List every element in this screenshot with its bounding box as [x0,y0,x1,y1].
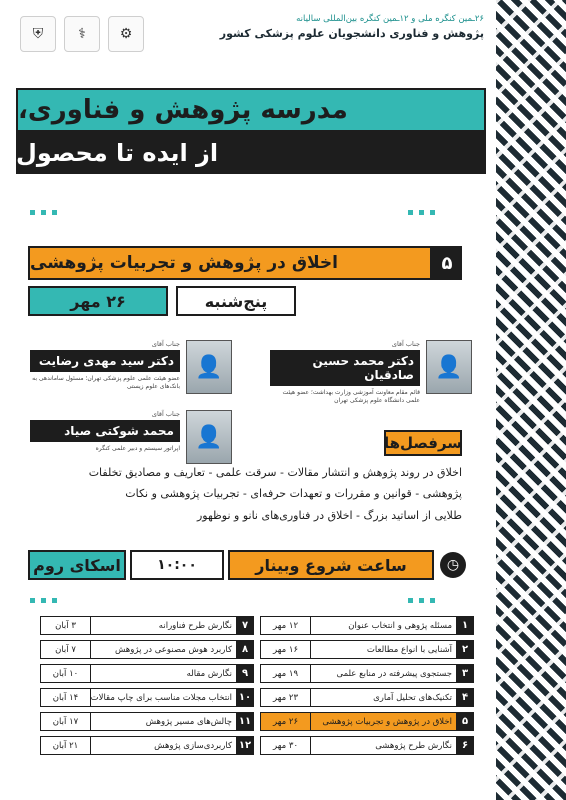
speaker-name: محمد شوکتی صیاد [30,420,180,442]
schedule-row [40,616,254,635]
schedule-number: ۶ [456,736,474,755]
schedule-row [260,616,474,635]
schedule-number: ۲ [456,640,474,659]
headline-line: اخلاق در روند پژوهش و انتشار مقالات - سرقت علمی - تعاریف و مصادیق تخلفات [88,466,462,479]
schedule-left [40,616,254,755]
schedule-row [40,664,254,683]
speaker-desc: اپراتور سیستم و دبیر علمی کنگره [95,445,180,452]
speaker-name: دکتر محمد حسین صادقیان [270,350,420,386]
schedule-title: مسئله پژوهی و انتخاب عنوان [310,616,456,635]
schedule-date: ۲۶ مهر [260,712,310,731]
divider-dots [30,598,57,603]
schedule-row [260,736,474,755]
schedule-row [40,736,254,755]
schedule-right [260,616,474,755]
schedule-row [40,640,254,659]
speaker-desc: قائم مقام معاونت آموزشی وزارت بهداشت؛ عضو هیئت علمی دانشگاه علوم پزشکی تهران [282,389,420,405]
speaker-name: دکتر سید مهدی رضایت [30,350,180,372]
speaker-photo: 👤 [186,340,232,394]
schedule-date: ۳۰ مهر [260,736,310,755]
schedule-date: ۱۲ مهر [260,616,310,635]
university-logos [20,16,144,52]
schedule-title: کاربردی‌سازی پژوهش [90,736,236,755]
university-logo-icon: ⚕ [64,16,100,52]
headlines-text [28,462,462,526]
speaker-photo: 👤 [186,410,232,464]
platform-label: اسکای روم [28,550,126,580]
schedule-title: آشنایی با انواع مطالعات [310,640,456,659]
schedule-date: ۱۶ مهر [260,640,310,659]
schedule-row [40,712,254,731]
schedule-title: نگارش طرح فناورانه [90,616,236,635]
schedule-row [260,664,474,683]
speaker-role: جناب آقای [151,340,180,348]
schedule-number: ۱۰ [236,688,254,707]
schedule-number: ۸ [236,640,254,659]
session-title: اخلاق در پژوهش و تجربیات پژوهشی [28,246,432,280]
headline-line: پژوهشی - قوانین و مقررات و تعهدات حرفه‌ای - تجربیات پژوهشی و نکات [125,487,462,501]
speaker-role: جناب آقای [151,410,180,418]
title-line-2: از ایده تا محصول [16,132,486,174]
session-date: ۲۶ مهر [28,286,168,316]
schedule-date: ۲۳ مهر [260,688,310,707]
congress-header [184,14,484,40]
schedule-row [260,712,474,731]
schedule-date: ۱۴ آبان [40,688,90,707]
schedule-date: ۱۰ آبان [40,664,90,683]
schedule-number: ۱۲ [236,736,254,755]
congress-title: پژوهش و فناوری دانشجویان علوم پزشکی کشور [219,27,484,40]
headline-line: طلایی از اساتید بزرگ - اخلاق در فناوری‌های نانو و نوظهور [196,508,462,522]
schedule-number: ۴ [456,688,474,707]
schedule-row [260,688,474,707]
university-logo-icon: ⛨ [20,16,56,52]
schedule-title: نگارش طرح پژوهشی [310,736,456,755]
divider-dots [408,210,435,215]
schedule-number: ۷ [236,616,254,635]
page-title [16,88,486,176]
schedule-number: ۳ [456,664,474,683]
session-number: ۵ [432,246,462,280]
congress-subtitle: ۲۶ـمین کنگره ملی و ۱۲ـمین کنگره بین‌المللی سالیانه [296,14,484,24]
schedule-title: تکنیک‌های تحلیل آماری [310,688,456,707]
schedule-date: ۱۷ آبان [40,712,90,731]
schedule-title: چالش‌های مسیر پژوهش [90,712,236,731]
university-logo-icon: ⚙ [108,16,144,52]
speaker-card [30,340,232,394]
headlines-label: سرفصل‌ها [384,430,462,456]
schedule-number: ۵ [456,712,474,731]
schedule-date: ۱۹ مهر [260,664,310,683]
schedule-row [40,688,254,707]
speaker-desc: عضو هیئت علمی علوم پزشکی تهران؛ مسئول ساماندهی به بانک‌های علوم زیستی [32,375,180,391]
schedule-number: ۱ [456,616,474,635]
speaker-card [270,340,472,405]
schedule-title: اخلاق در پژوهش و تجربیات پژوهشی [310,712,456,731]
divider-dots [408,598,435,603]
clock-icon: ◷ [440,552,466,578]
schedule-title: جستجوی پیشرفته در منابع علمی [310,664,456,683]
start-label: ساعت شروع وبینار [228,550,434,580]
start-time: ۱۰:۰۰ [130,550,224,580]
schedule-number: ۱۱ [236,712,254,731]
session-day: پنج‌شنبه [176,286,296,316]
schedule-row [260,640,474,659]
schedule-title: نگارش مقاله [90,664,236,683]
schedule-date: ۲۱ آبان [40,736,90,755]
schedule-title: انتخاب مجلات مناسب برای چاپ مقالات [90,688,236,707]
speaker-card [30,410,232,464]
decorative-pattern [496,0,566,800]
speaker-role: جناب آقای [391,340,420,348]
schedule-date: ۷ آبان [40,640,90,659]
schedule-date: ۳ آبان [40,616,90,635]
title-line-1: مدرسه پژوهش و فناوری، [16,88,486,132]
divider-dots [30,210,57,215]
schedule-number: ۹ [236,664,254,683]
speaker-photo: 👤 [426,340,472,394]
schedule-title: کاربرد هوش مصنوعی در پژوهش [90,640,236,659]
